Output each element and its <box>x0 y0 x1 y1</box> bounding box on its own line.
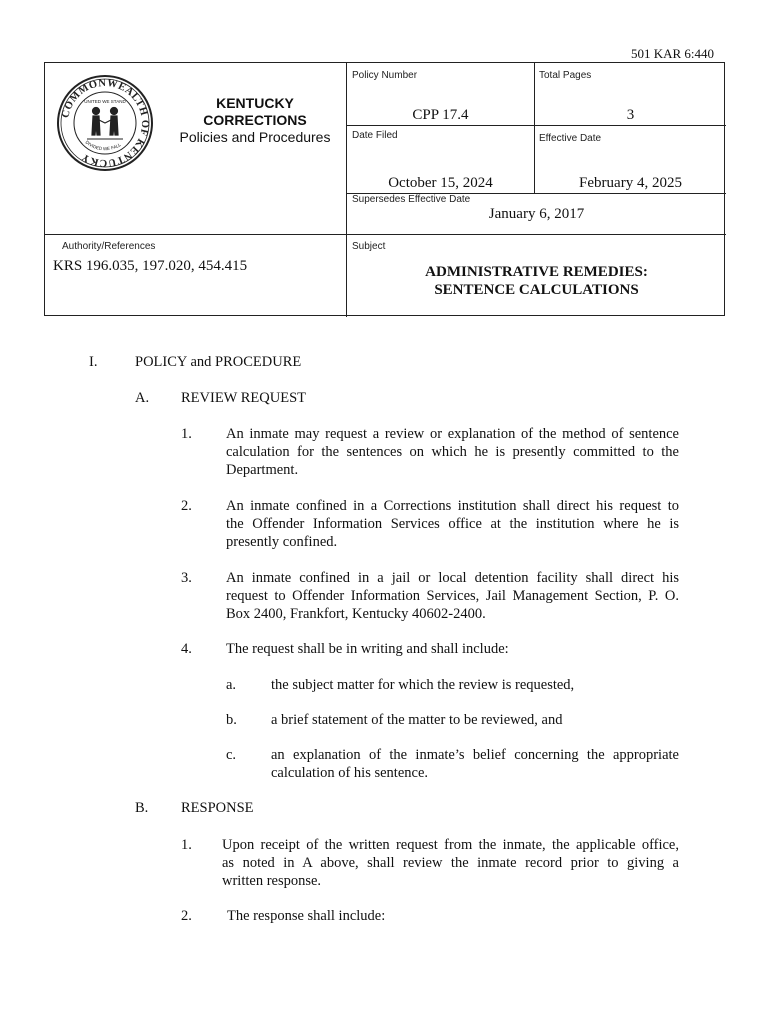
policy-number-label: Policy Number <box>352 70 418 81</box>
sub-item-text: a brief statement of the matter to be reviewed, and <box>271 712 563 728</box>
agency-name-line1: KENTUCKY <box>216 95 294 111</box>
list-item <box>222 836 679 890</box>
subject-line1: ADMINISTRATIVE REMEDIES: <box>425 264 648 280</box>
effective-date-value: February 4, 2025 <box>579 175 682 191</box>
list-item-number: 1. <box>181 837 192 853</box>
paragraph-line: an explanation of the inmate’s belief concerning the appropriate <box>271 747 679 763</box>
list-item-number: 2. <box>181 498 192 514</box>
effective-date-label: Effective Date <box>539 133 602 144</box>
subject-line2: SENTENCE CALCULATIONS <box>434 282 639 298</box>
list-item <box>226 497 679 551</box>
list-item-text: The request shall be in writing and shall include: <box>226 641 509 657</box>
sub-item-text: the subject matter for which the review is requested, <box>271 677 575 693</box>
paragraph-line: written response. <box>222 873 322 889</box>
svg-text:COMMONWEALTH OF KENTUCKY: COMMONWEALTH OF KENTUCKY <box>60 77 151 169</box>
supersedes-label: Supersedes Effective Date <box>352 194 471 205</box>
paragraph-line: An inmate confined in a jail or local detention facility shall direct his <box>226 570 679 586</box>
list-item-number: 4. <box>181 641 192 657</box>
subsection-b-title: RESPONSE <box>181 800 254 816</box>
list-item-number: 1. <box>181 426 192 442</box>
list-item-text: The response shall include: <box>227 908 386 924</box>
paragraph-line: Box 2400, Frankfort, Kentucky 40602-2400. <box>226 606 486 622</box>
kentucky-seal <box>55 73 155 173</box>
subject-label: Subject <box>352 241 386 252</box>
supersedes-value: January 6, 2017 <box>488 206 585 222</box>
total-pages-label: Total Pages <box>539 70 592 81</box>
sub-item-letter: a. <box>226 677 237 693</box>
list-item <box>226 569 679 623</box>
policy-header-table <box>44 62 725 316</box>
divider-vertical-right <box>534 63 535 193</box>
regulation-reference: 501 KAR 6:440 <box>630 46 714 61</box>
date-filed-value: October 15, 2024 <box>388 175 493 191</box>
divider-row-3 <box>45 234 726 235</box>
date-filed-label: Date Filed <box>352 130 398 141</box>
section-title: POLICY and PROCEDURE <box>135 354 302 370</box>
subsection-b-number: B. <box>135 800 149 816</box>
agency-subtitle: Policies and Procedures <box>179 129 331 145</box>
agency-name-line2: CORRECTIONS <box>203 112 307 128</box>
list-item-number: 2. <box>181 908 192 924</box>
paragraph-line: Upon receipt of the written request from the inmate, the applicable office, <box>222 837 679 853</box>
section-number: I. <box>89 354 98 370</box>
svg-text:DIVIDED WE FALL: DIVIDED WE FALL <box>84 139 122 152</box>
total-pages-value: 3 <box>626 107 635 123</box>
paragraph-line: the Offender Information Services office at the institution where he is <box>226 516 679 532</box>
divider-row-1 <box>346 125 726 126</box>
list-item-number: 3. <box>181 570 192 586</box>
policy-number-value: CPP 17.4 <box>412 107 469 123</box>
sub-item-letter: c. <box>226 747 237 763</box>
sub-item <box>271 746 679 782</box>
paragraph-line: presently confined. <box>226 534 338 550</box>
paragraph-line: An inmate confined in a Corrections institution shall direct his request to <box>226 498 679 514</box>
subsection-a-number: A. <box>135 390 150 406</box>
paragraph-line: calculation for the sentences on which he is presently committed to the <box>226 444 679 460</box>
authority-label: Authority/References <box>62 241 156 252</box>
kentucky-seal-icon <box>55 73 155 173</box>
list-item <box>226 425 679 479</box>
paragraph-line: An inmate may request a review or explanation of the method of sentence <box>226 426 679 442</box>
paragraph-line: Department. <box>226 462 299 478</box>
paragraph-line: calculation of his sentence. <box>271 765 429 781</box>
paragraph-line: as noted in A above, shall review the inmate record prior to giving a <box>222 855 679 871</box>
svg-text:UNITED WE STAND: UNITED WE STAND <box>84 99 126 104</box>
sub-item-letter: b. <box>226 712 237 728</box>
authority-value: KRS 196.035, 197.020, 454.415 <box>53 258 248 274</box>
subsection-a-title: REVIEW REQUEST <box>181 390 306 406</box>
paragraph-line: request to Offender Information Services, Jail Management Section, P. O. <box>226 588 679 604</box>
